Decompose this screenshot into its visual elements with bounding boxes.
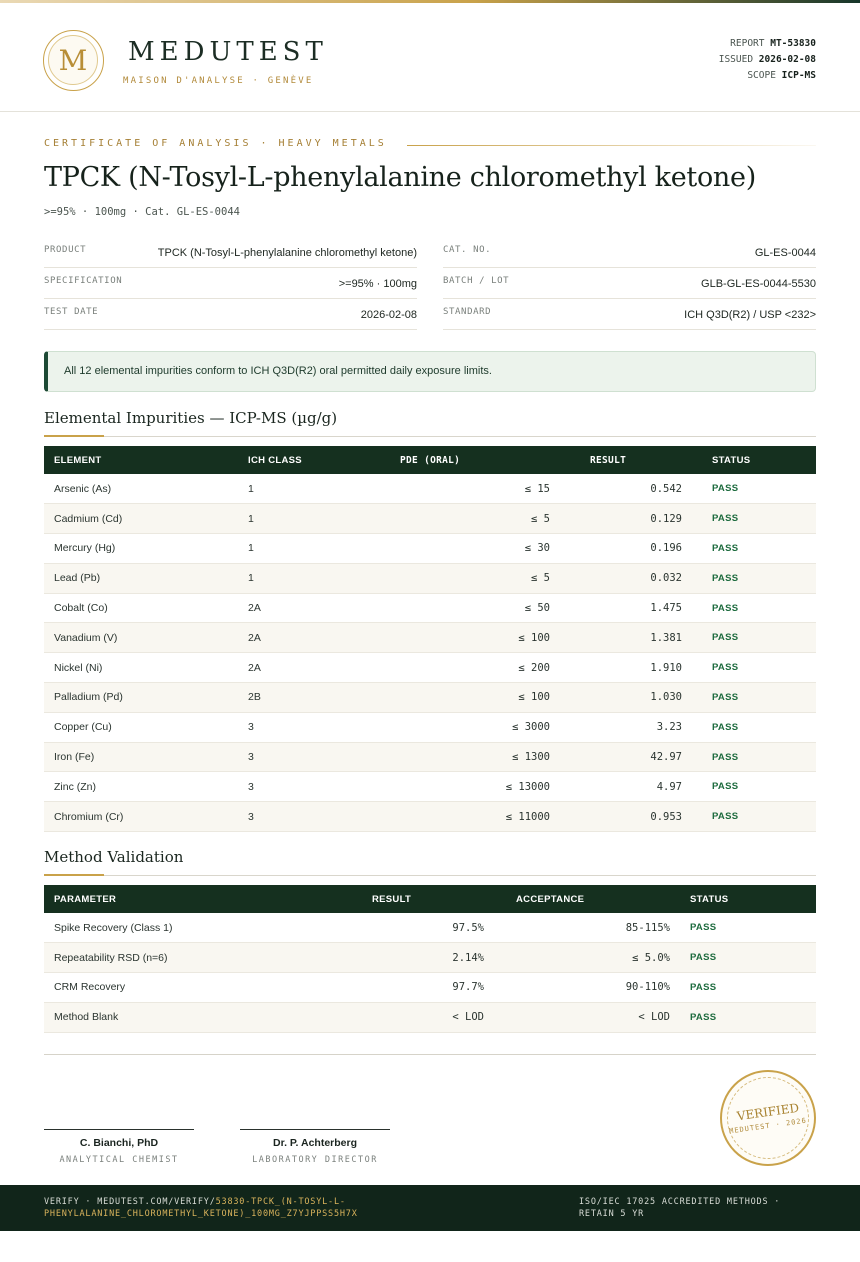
- validation-row: [44, 973, 816, 1003]
- column-header-element: ELEMENT: [54, 454, 102, 466]
- ich-class: 2A: [248, 602, 261, 615]
- scope-value: ICP-MS: [781, 70, 816, 81]
- status-badge: PASS: [690, 922, 717, 934]
- ich-class: 1: [248, 542, 254, 555]
- ich-class: 3: [248, 780, 254, 793]
- pde-limit: ≤ 200: [518, 661, 550, 674]
- column-header-acceptance: ACCEPTANCE: [516, 893, 585, 905]
- impurity-row: [44, 683, 816, 713]
- element-name: Lead (Pb): [54, 572, 101, 585]
- element-name: Arsenic (As): [54, 482, 112, 495]
- impurities-section-rule: [44, 436, 816, 437]
- signature-divider: [44, 1054, 816, 1055]
- info-row-cat-no: CAT. NO. GL-ES-0044: [443, 237, 816, 268]
- column-header-status: STATUS: [712, 454, 751, 466]
- info-row-batch: BATCH / LOT GLB-GL-ES-0044-5530: [443, 268, 816, 299]
- element-name: Copper (Cu): [54, 721, 112, 734]
- brand-tagline: MAISON D'ANALYSE · GENÈVE: [123, 76, 314, 86]
- column-header-pde: PDE (ORAL): [400, 454, 461, 466]
- status-badge: PASS: [712, 721, 739, 733]
- status-badge: PASS: [712, 542, 739, 554]
- status-badge: PASS: [712, 632, 739, 644]
- signatory-role: LABORATORY DIRECTOR: [252, 1155, 378, 1165]
- ich-class: 2A: [248, 661, 261, 674]
- signatory-name: Dr. P. Achterberg: [272, 1137, 358, 1149]
- element-name: Chromium (Cr): [54, 810, 124, 823]
- impurities-header-row: [44, 446, 816, 474]
- impurity-row: [44, 712, 816, 742]
- validation-row: [44, 913, 816, 943]
- column-header-result: RESULT: [372, 893, 412, 905]
- status-badge: PASS: [690, 981, 717, 993]
- result-value: 0.953: [650, 810, 682, 823]
- result-value: 0.032: [650, 572, 682, 585]
- validation-section-accent: [44, 874, 104, 876]
- report-footer: [0, 1185, 860, 1231]
- impurity-row: [44, 653, 816, 683]
- status-badge: PASS: [712, 572, 739, 584]
- result-value: 4.97: [656, 780, 682, 793]
- element-name: Iron (Fe): [54, 751, 95, 764]
- acceptance-criteria: ≤ 5.0%: [632, 951, 670, 964]
- impurities-table: [44, 446, 816, 832]
- status-badge: PASS: [712, 781, 739, 793]
- impurity-row: [44, 742, 816, 772]
- info-grid-right: [443, 237, 816, 330]
- result-value: < LOD: [452, 1011, 484, 1024]
- status-badge: PASS: [712, 513, 739, 525]
- ich-class: 1: [248, 482, 254, 495]
- pde-limit: ≤ 11000: [505, 810, 550, 823]
- element-name: Cadmium (Cd): [54, 512, 123, 525]
- ich-class: 1: [248, 512, 254, 525]
- validation-section-title: Method Validation: [44, 848, 184, 866]
- signatory-name: C. Bianchi, PhD: [79, 1137, 159, 1149]
- pde-limit: ≤ 5: [531, 512, 550, 525]
- pde-limit: ≤ 30: [524, 542, 550, 555]
- element-name: Nickel (Ni): [54, 661, 103, 674]
- verified-seal: [720, 1070, 816, 1166]
- status-badge: PASS: [690, 1011, 717, 1023]
- info-row-specification: SPECIFICATION >=95% · 100mg: [44, 268, 417, 299]
- pde-limit: ≤ 100: [518, 631, 550, 644]
- impurities-section-title: Elemental Impurities — ICP-MS (µg/g): [44, 409, 338, 427]
- info-row-test-date: TEST DATE 2026-02-08: [44, 299, 417, 330]
- impurity-row: [44, 504, 816, 534]
- ich-class: 3: [248, 721, 254, 734]
- product-title: TPCK (N-Tosyl-L-phenylalanine chloromethyl ketone): [44, 162, 756, 193]
- result-value: 42.97: [650, 751, 682, 764]
- column-header-parameter: PARAMETER: [54, 893, 117, 905]
- result-value: 1.381: [650, 631, 682, 644]
- status-badge: PASS: [712, 483, 739, 495]
- product-subtitle: >=95% · 100mg · Cat. GL-ES-0044: [44, 206, 240, 218]
- brand-name: MEDUTEST: [128, 37, 328, 67]
- ich-class: 3: [248, 751, 254, 764]
- pde-limit: ≤ 1300: [512, 751, 550, 764]
- pde-limit: ≤ 5: [531, 572, 550, 585]
- pde-limit: ≤ 3000: [512, 721, 550, 734]
- seal-text-brand-year: MEDUTEST · 2026: [728, 1116, 808, 1136]
- brand-logo: [43, 30, 104, 91]
- result-value: 2.14%: [452, 951, 484, 964]
- parameter-name: Method Blank: [54, 1011, 119, 1024]
- signature-laboratory-director: [240, 1129, 390, 1165]
- report-header: [0, 3, 860, 112]
- ich-class: 2A: [248, 631, 261, 644]
- impurity-row: [44, 772, 816, 802]
- impurity-row: [44, 474, 816, 504]
- impurity-row: [44, 623, 816, 653]
- result-value: 1.475: [650, 602, 682, 615]
- element-name: Palladium (Pd): [54, 691, 123, 704]
- result-value: 3.23: [656, 721, 682, 734]
- result-value: 97.5%: [452, 921, 484, 934]
- acceptance-criteria: 90-110%: [625, 981, 670, 994]
- method-validation-table: [44, 885, 816, 1033]
- element-name: Vanadium (V): [54, 631, 118, 644]
- report-number-row: REPORT MT-53830: [730, 38, 816, 49]
- element-name: Zinc (Zn): [54, 780, 96, 793]
- column-header-ich-class: ICH CLASS: [248, 454, 302, 466]
- validation-row: [44, 943, 816, 973]
- report-number: MT-53830: [770, 38, 816, 49]
- acceptance-criteria: 85-115%: [625, 921, 670, 934]
- verify-link[interactable]: 53830-TPCK_(N-TOSYL-L-PHENYLALANINE_CHLOROMETHYL_KETONE)_100MG_Z7YJPPSS5H7X: [44, 1197, 358, 1219]
- eyebrow-divider: [407, 145, 816, 146]
- status-badge: PASS: [712, 751, 739, 763]
- certificate-eyebrow: CERTIFICATE OF ANALYSIS · HEAVY METALS: [44, 138, 387, 149]
- status-badge: PASS: [712, 811, 739, 823]
- element-name: Cobalt (Co): [54, 602, 108, 615]
- ich-class: 1: [248, 572, 254, 585]
- accreditation-note: ISO/IEC 17025 ACCREDITED METHODS · RETAIN 5 YR: [579, 1197, 781, 1219]
- validation-section-rule: [44, 875, 816, 876]
- info-row-product: PRODUCT TPCK (N-Tosyl-L-phenylalanine chloromethyl ketone): [44, 237, 417, 268]
- result-value: 0.196: [650, 542, 682, 555]
- element-name: Mercury (Hg): [54, 542, 116, 555]
- impurity-row: [44, 802, 816, 832]
- logo-monogram: M: [48, 35, 98, 85]
- info-row-standard: STANDARD ICH Q3D(R2) / USP <232>: [443, 299, 816, 330]
- conformance-message: All 12 elemental impurities conform to ICH Q3D(R2) oral permitted daily exposure limits.: [64, 365, 492, 377]
- validation-header-row: [44, 885, 816, 913]
- result-value: 0.542: [650, 482, 682, 495]
- impurity-row: [44, 563, 816, 593]
- result-value: 1.910: [650, 661, 682, 674]
- impurities-section-accent: [44, 435, 104, 437]
- column-header-status: STATUS: [690, 893, 729, 905]
- ich-class: 2B: [248, 691, 261, 704]
- conformance-banner: [44, 351, 816, 392]
- impurity-row: [44, 593, 816, 623]
- status-badge: PASS: [712, 662, 739, 674]
- pde-limit: ≤ 100: [518, 691, 550, 704]
- parameter-name: CRM Recovery: [54, 981, 126, 994]
- report-meta: [719, 36, 816, 84]
- acceptance-criteria: < LOD: [638, 1011, 670, 1024]
- result-value: 97.7%: [452, 981, 484, 994]
- pde-limit: ≤ 13000: [505, 780, 550, 793]
- seal-text-verified: VERIFIED: [736, 1100, 800, 1124]
- validation-row: [44, 1002, 816, 1032]
- impurity-row: [44, 534, 816, 564]
- status-badge: PASS: [712, 602, 739, 614]
- parameter-name: Spike Recovery (Class 1): [54, 921, 173, 934]
- pde-limit: ≤ 15: [524, 482, 550, 495]
- verify-prefix: VERIFY · MEDUTEST.COM/VERIFY/: [44, 1197, 216, 1207]
- result-value: 1.030: [650, 691, 682, 704]
- scope-row: SCOPE ICP-MS: [747, 70, 816, 81]
- column-header-result: RESULT: [590, 454, 627, 466]
- result-value: 0.129: [650, 512, 682, 525]
- signature-analytical-chemist: [44, 1129, 194, 1165]
- signatory-role: ANALYTICAL CHEMIST: [59, 1155, 179, 1165]
- ich-class: 3: [248, 810, 254, 823]
- info-grid-left: [44, 237, 417, 330]
- verify-block: [44, 1197, 444, 1220]
- status-badge: PASS: [712, 691, 739, 703]
- parameter-name: Repeatability RSD (n=6): [54, 951, 168, 964]
- pde-limit: ≤ 50: [524, 602, 550, 615]
- status-badge: PASS: [690, 952, 717, 964]
- issued-date: 2026-02-08: [758, 54, 816, 65]
- issued-date-row: ISSUED 2026-02-08: [718, 54, 816, 65]
